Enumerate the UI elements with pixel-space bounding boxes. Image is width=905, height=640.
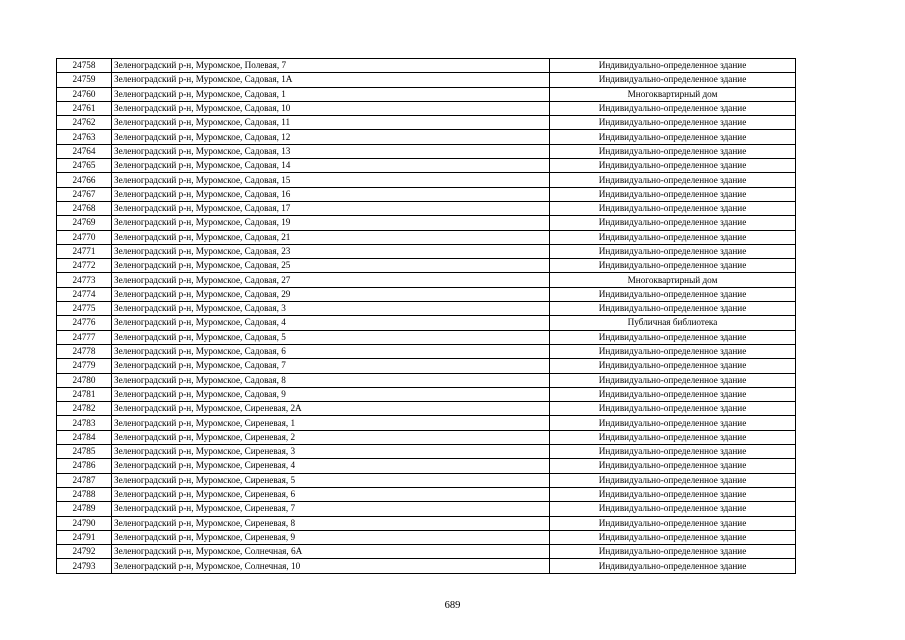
row-type-cell: Индивидуально-определенное здание	[550, 159, 796, 173]
table-row	[57, 459, 796, 473]
row-id-cell: 24789	[57, 502, 112, 516]
row-type-cell: Индивидуально-определенное здание	[550, 116, 796, 130]
row-type-cell: Индивидуально-определенное здание	[550, 530, 796, 544]
row-type-cell: Индивидуально-определенное здание	[550, 445, 796, 459]
row-type-cell: Индивидуально-определенное здание	[550, 59, 796, 73]
property-table-body	[57, 59, 796, 574]
row-id-cell: 24790	[57, 516, 112, 530]
row-type-cell: Индивидуально-определенное здание	[550, 216, 796, 230]
row-id-cell: 24774	[57, 287, 112, 301]
row-id-cell: 24768	[57, 201, 112, 215]
row-id-cell: 24773	[57, 273, 112, 287]
row-type-cell: Индивидуально-определенное здание	[550, 230, 796, 244]
row-address-cell: Зеленоградский р-н, Муромское, Садовая, 10	[112, 101, 550, 115]
table-row	[57, 344, 796, 358]
table-row	[57, 416, 796, 430]
row-address-cell: Зеленоградский р-н, Муромское, Сиреневая, 1	[112, 416, 550, 430]
row-address-cell: Зеленоградский р-н, Муромское, Садовая, 4	[112, 316, 550, 330]
row-id-cell: 24767	[57, 187, 112, 201]
row-id-cell: 24784	[57, 430, 112, 444]
row-id-cell: 24761	[57, 101, 112, 115]
property-table	[56, 58, 796, 574]
table-row	[57, 144, 796, 158]
table-row	[57, 430, 796, 444]
row-address-cell: Зеленоградский р-н, Муромское, Садовая, 25	[112, 259, 550, 273]
row-address-cell: Зеленоградский р-н, Муромское, Сиреневая, 2	[112, 430, 550, 444]
row-type-cell: Многоквартирный дом	[550, 87, 796, 101]
row-type-cell: Многоквартирный дом	[550, 273, 796, 287]
row-type-cell: Индивидуально-определенное здание	[550, 459, 796, 473]
row-id-cell: 24762	[57, 116, 112, 130]
row-id-cell: 24764	[57, 144, 112, 158]
row-address-cell: Зеленоградский р-н, Муромское, Садовая, 11	[112, 116, 550, 130]
table-row	[57, 116, 796, 130]
row-id-cell: 24779	[57, 359, 112, 373]
row-address-cell: Зеленоградский р-н, Муромское, Солнечная, 10	[112, 559, 550, 573]
table-row	[57, 187, 796, 201]
table-row	[57, 130, 796, 144]
row-id-cell: 24772	[57, 259, 112, 273]
row-id-cell: 24769	[57, 216, 112, 230]
row-id-cell: 24759	[57, 73, 112, 87]
table-row	[57, 159, 796, 173]
row-id-cell: 24788	[57, 487, 112, 501]
table-row	[57, 273, 796, 287]
row-id-cell: 24760	[57, 87, 112, 101]
table-row	[57, 316, 796, 330]
row-type-cell: Индивидуально-определенное здание	[550, 545, 796, 559]
row-type-cell: Индивидуально-определенное здание	[550, 302, 796, 316]
table-row	[57, 402, 796, 416]
row-address-cell: Зеленоградский р-н, Муромское, Садовая, 23	[112, 244, 550, 258]
table-row	[57, 530, 796, 544]
table-row	[57, 216, 796, 230]
row-address-cell: Зеленоградский р-н, Муромское, Садовая, 13	[112, 144, 550, 158]
table-row	[57, 502, 796, 516]
row-type-cell: Индивидуально-определенное здание	[550, 287, 796, 301]
table-row	[57, 516, 796, 530]
row-address-cell: Зеленоградский р-н, Муромское, Садовая, 15	[112, 173, 550, 187]
row-id-cell: 24771	[57, 244, 112, 258]
table-row	[57, 101, 796, 115]
row-id-cell: 24780	[57, 373, 112, 387]
row-id-cell: 24776	[57, 316, 112, 330]
row-id-cell: 24785	[57, 445, 112, 459]
table-row	[57, 302, 796, 316]
row-address-cell: Зеленоградский р-н, Муромское, Садовая, 29	[112, 287, 550, 301]
row-id-cell: 24787	[57, 473, 112, 487]
table-row	[57, 473, 796, 487]
table-row	[57, 87, 796, 101]
table-row	[57, 559, 796, 573]
table-row	[57, 287, 796, 301]
row-address-cell: Зеленоградский р-н, Муромское, Садовая, 21	[112, 230, 550, 244]
row-type-cell: Индивидуально-определенное здание	[550, 559, 796, 573]
row-type-cell: Индивидуально-определенное здание	[550, 330, 796, 344]
table-row	[57, 373, 796, 387]
row-address-cell: Зеленоградский р-н, Муромское, Солнечная, 6А	[112, 545, 550, 559]
row-address-cell: Зеленоградский р-н, Муромское, Полевая, 7	[112, 59, 550, 73]
row-type-cell: Индивидуально-определенное здание	[550, 244, 796, 258]
row-id-cell: 24782	[57, 402, 112, 416]
row-type-cell: Индивидуально-определенное здание	[550, 473, 796, 487]
row-type-cell: Индивидуально-определенное здание	[550, 416, 796, 430]
row-address-cell: Зеленоградский р-н, Муромское, Сиреневая, 8	[112, 516, 550, 530]
table-row	[57, 201, 796, 215]
row-address-cell: Зеленоградский р-н, Муромское, Садовая, 8	[112, 373, 550, 387]
row-type-cell: Индивидуально-определенное здание	[550, 430, 796, 444]
row-type-cell: Публичная библиотека	[550, 316, 796, 330]
table-row	[57, 330, 796, 344]
row-id-cell: 24758	[57, 59, 112, 73]
row-address-cell: Зеленоградский р-н, Муромское, Сиреневая, 5	[112, 473, 550, 487]
row-type-cell: Индивидуально-определенное здание	[550, 502, 796, 516]
row-type-cell: Индивидуально-определенное здание	[550, 101, 796, 115]
table-row	[57, 359, 796, 373]
row-type-cell: Индивидуально-определенное здание	[550, 259, 796, 273]
table-row	[57, 387, 796, 401]
row-type-cell: Индивидуально-определенное здание	[550, 73, 796, 87]
row-address-cell: Зеленоградский р-н, Муромское, Садовая, 6	[112, 344, 550, 358]
row-type-cell: Индивидуально-определенное здание	[550, 373, 796, 387]
row-type-cell: Индивидуально-определенное здание	[550, 187, 796, 201]
table-row	[57, 173, 796, 187]
row-address-cell: Зеленоградский р-н, Муромское, Садовая, 27	[112, 273, 550, 287]
row-address-cell: Зеленоградский р-н, Муромское, Садовая, 3	[112, 302, 550, 316]
row-type-cell: Индивидуально-определенное здание	[550, 173, 796, 187]
row-address-cell: Зеленоградский р-н, Муромское, Садовая, 19	[112, 216, 550, 230]
row-id-cell: 24777	[57, 330, 112, 344]
row-type-cell: Индивидуально-определенное здание	[550, 201, 796, 215]
row-type-cell: Индивидуально-определенное здание	[550, 130, 796, 144]
table-row	[57, 59, 796, 73]
row-address-cell: Зеленоградский р-н, Муромское, Садовая, 16	[112, 187, 550, 201]
row-address-cell: Зеленоградский р-н, Муромское, Садовая, 5	[112, 330, 550, 344]
row-id-cell: 24778	[57, 344, 112, 358]
row-id-cell: 24792	[57, 545, 112, 559]
table-row	[57, 230, 796, 244]
row-type-cell: Индивидуально-определенное здание	[550, 402, 796, 416]
row-id-cell: 24775	[57, 302, 112, 316]
row-type-cell: Индивидуально-определенное здание	[550, 359, 796, 373]
row-id-cell: 24793	[57, 559, 112, 573]
row-id-cell: 24766	[57, 173, 112, 187]
table-row	[57, 73, 796, 87]
row-address-cell: Зеленоградский р-н, Муромское, Садовая, 7	[112, 359, 550, 373]
row-address-cell: Зеленоградский р-н, Муромское, Садовая, 14	[112, 159, 550, 173]
row-id-cell: 24786	[57, 459, 112, 473]
row-id-cell: 24763	[57, 130, 112, 144]
row-address-cell: Зеленоградский р-н, Муромское, Сиреневая, 2А	[112, 402, 550, 416]
row-id-cell: 24781	[57, 387, 112, 401]
table-row	[57, 244, 796, 258]
row-type-cell: Индивидуально-определенное здание	[550, 387, 796, 401]
row-address-cell: Зеленоградский р-н, Муромское, Садовая, 12	[112, 130, 550, 144]
row-address-cell: Зеленоградский р-н, Муромское, Садовая, 1	[112, 87, 550, 101]
table-row	[57, 545, 796, 559]
row-address-cell: Зеленоградский р-н, Муромское, Сиреневая, 4	[112, 459, 550, 473]
table-row	[57, 259, 796, 273]
row-id-cell: 24770	[57, 230, 112, 244]
row-type-cell: Индивидуально-определенное здание	[550, 487, 796, 501]
row-address-cell: Зеленоградский р-н, Муромское, Садовая, 9	[112, 387, 550, 401]
row-type-cell: Индивидуально-определенное здание	[550, 516, 796, 530]
row-id-cell: 24783	[57, 416, 112, 430]
table-row	[57, 487, 796, 501]
row-address-cell: Зеленоградский р-н, Муромское, Садовая, 1А	[112, 73, 550, 87]
row-type-cell: Индивидуально-определенное здание	[550, 144, 796, 158]
row-address-cell: Зеленоградский р-н, Муромское, Садовая, 17	[112, 201, 550, 215]
row-id-cell: 24791	[57, 530, 112, 544]
row-id-cell: 24765	[57, 159, 112, 173]
table-row	[57, 445, 796, 459]
page-number: 689	[444, 600, 461, 611]
row-address-cell: Зеленоградский р-н, Муромское, Сиреневая, 9	[112, 530, 550, 544]
row-address-cell: Зеленоградский р-н, Муромское, Сиреневая, 7	[112, 502, 550, 516]
row-address-cell: Зеленоградский р-н, Муромское, Сиреневая, 3	[112, 445, 550, 459]
row-type-cell: Индивидуально-определенное здание	[550, 344, 796, 358]
row-address-cell: Зеленоградский р-н, Муромское, Сиреневая, 6	[112, 487, 550, 501]
